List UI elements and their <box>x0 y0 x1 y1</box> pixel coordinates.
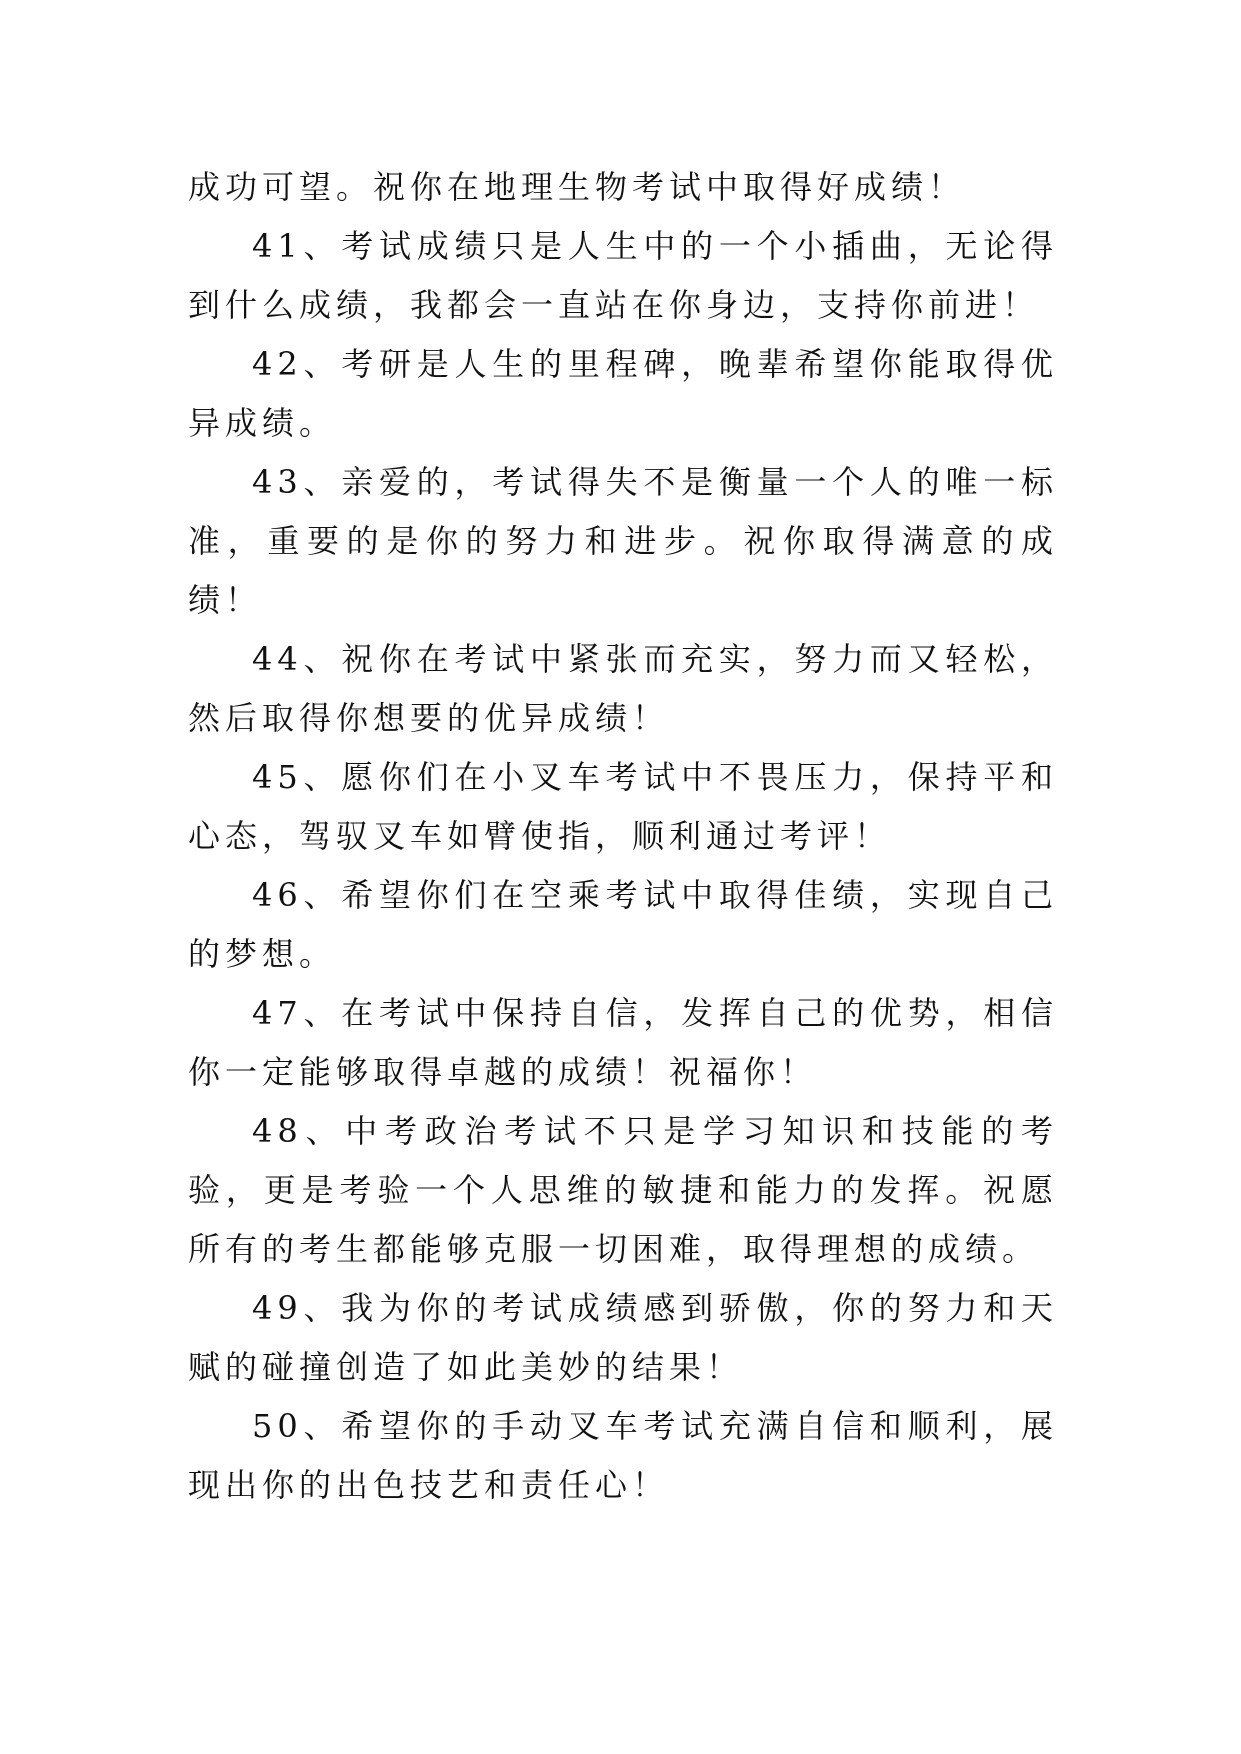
paragraph-item-41: 41、考试成绩只是人生中的一个小插曲，无论得到什么成绩，我都会一直站在你身边，支持你前进！ <box>188 227 1058 324</box>
paragraph-item-50: 50、希望你的手动叉车考试充满自信和顺利，展现出你的出色技艺和责任心！ <box>188 1407 1058 1504</box>
paragraph-item-48: 48、中考政治考试不只是学习知识和技能的考验，更是考验一个人思维的敏捷和能力的发挥。祝愿所有的考生都能够克服一切困难，取得理想的成绩。 <box>188 1112 1058 1268</box>
document-body <box>188 158 1058 1515</box>
paragraph-item-47: 47、在考试中保持自信，发挥自己的优势，相信你一定能够取得卓越的成绩！祝福你！ <box>188 994 1058 1091</box>
paragraph-item-46: 46、希望你们在空乘考试中取得佳绩，实现自己的梦想。 <box>188 876 1058 973</box>
paragraph-item-42: 42、考研是人生的里程碑，晚辈希望你能取得优异成绩。 <box>188 345 1058 442</box>
paragraph-item-49: 49、我为你的考试成绩感到骄傲，你的努力和天赋的碰撞创造了如此美妙的结果！ <box>188 1289 1058 1386</box>
paragraph-item-44: 44、祝你在考试中紧张而充实，努力而又轻松，然后取得你想要的优异成绩！ <box>188 640 1058 737</box>
paragraph-continuation: 成功可望。祝你在地理生物考试中取得好成绩！ <box>188 168 966 206</box>
paragraph-item-45: 45、愿你们在小叉车考试中不畏压力，保持平和心态，驾驭叉车如臂使指，顺利通过考评！ <box>188 758 1058 855</box>
paragraph-item-43: 43、亲爱的，考试得失不是衡量一个人的唯一标准，重要的是你的努力和进步。祝你取得满意的成绩！ <box>188 463 1058 619</box>
